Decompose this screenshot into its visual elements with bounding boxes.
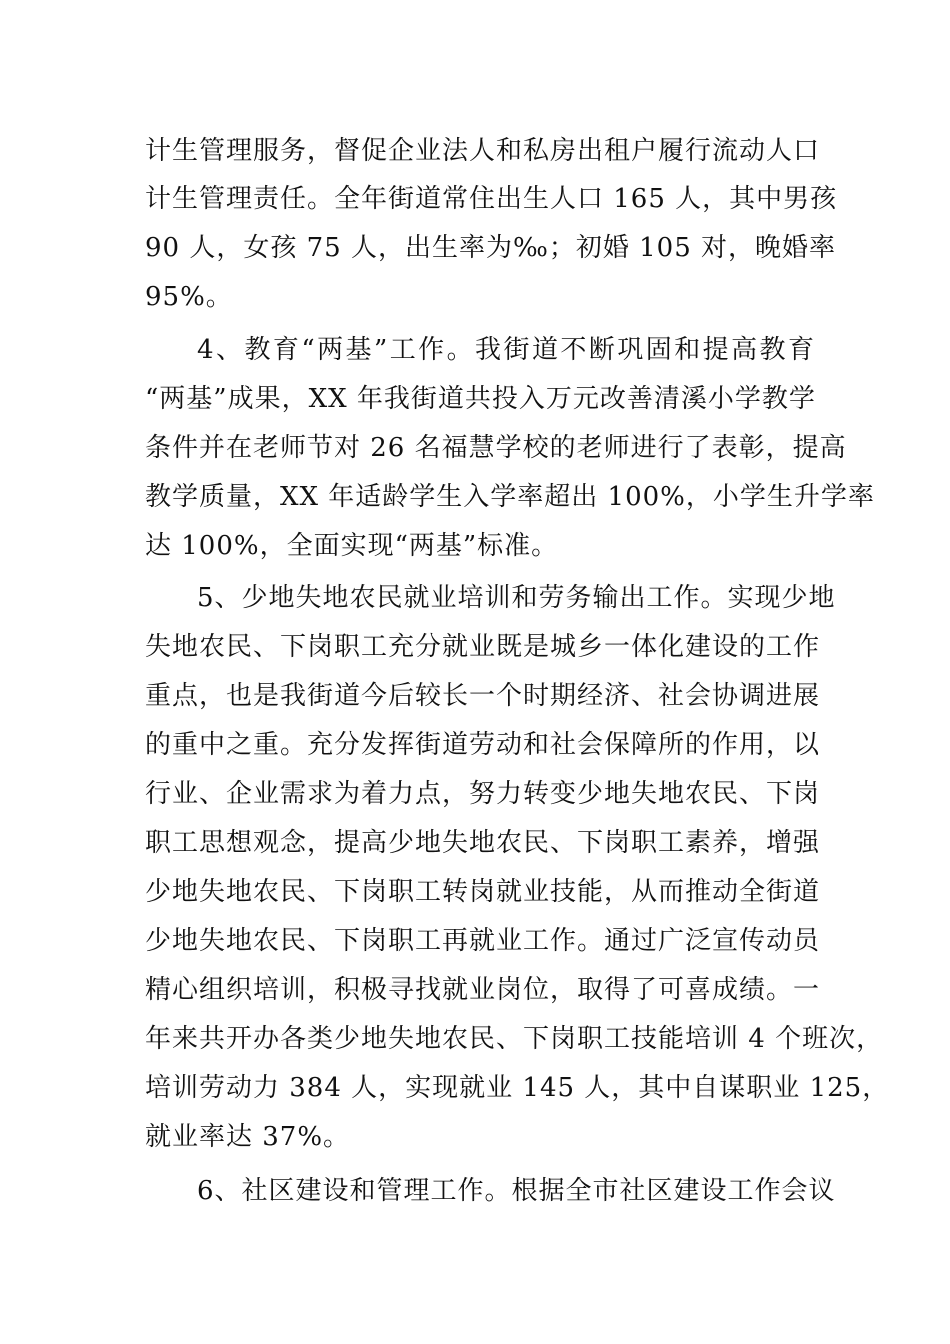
text-line: 90 人，女孩 75 人，出生率为‰；初婚 105 对，晚婚率 xyxy=(145,233,837,263)
text-line: 的重中之重。充分发挥街道劳动和社会保障所的作用，以 xyxy=(145,730,821,760)
text-line: 计生管理责任。全年街道常住出生人口 165 人，其中男孩 xyxy=(145,184,838,214)
paragraph-heading-line: 4、教育“两基”工作。我街道不断巩固和提高教育 xyxy=(197,335,815,365)
text-line: 达 100%，全面实现“两基”标准。 xyxy=(145,531,559,561)
text-line: 培训劳动力 384 人，实现就业 145 人，其中自谋职业 125， xyxy=(145,1073,890,1103)
text-line: 就业率达 37%。 xyxy=(145,1122,351,1152)
paragraph-heading-line: 6、社区建设和管理工作。根据全市社区建设工作会议 xyxy=(197,1176,836,1206)
text-line: 少地失地农民、下岗职工再就业工作。通过广泛宣传动员 xyxy=(145,926,821,956)
paragraph-heading-line: 5、少地失地农民就业培训和劳务输出工作。实现少地 xyxy=(197,583,836,613)
text-line: 95%。 xyxy=(145,282,233,312)
text-line: 教学质量，XX 年适龄学生入学率超出 100%，小学生升学率 xyxy=(145,482,875,512)
text-line: 精心组织培训，积极寻找就业岗位，取得了可喜成绩。一 xyxy=(145,975,821,1005)
text-line: 计生管理服务，督促企业法人和私房出租户履行流动人口 xyxy=(145,136,821,166)
text-line: 年来共开办各类少地失地农民、下岗职工技能培训 4 个班次， xyxy=(145,1024,884,1054)
text-line: 失地农民、下岗职工充分就业既是城乡一体化建设的工作 xyxy=(145,632,821,662)
text-line: 行业、企业需求为着力点，努力转变少地失地农民、下岗 xyxy=(145,779,821,809)
text-line: 重点，也是我街道今后较长一个时期经济、社会协调进展 xyxy=(145,681,821,711)
text-line: “两基”成果，XX 年我街道共投入万元改善清溪小学教学 xyxy=(145,384,816,414)
text-line: 职工思想观念，提高少地失地农民、下岗职工素养，增强 xyxy=(145,828,821,858)
text-line: 少地失地农民、下岗职工转岗就业技能，从而推动全街道 xyxy=(145,877,821,907)
text-line: 条件并在老师节对 26 名福慧学校的老师进行了表彰，提高 xyxy=(145,433,847,463)
